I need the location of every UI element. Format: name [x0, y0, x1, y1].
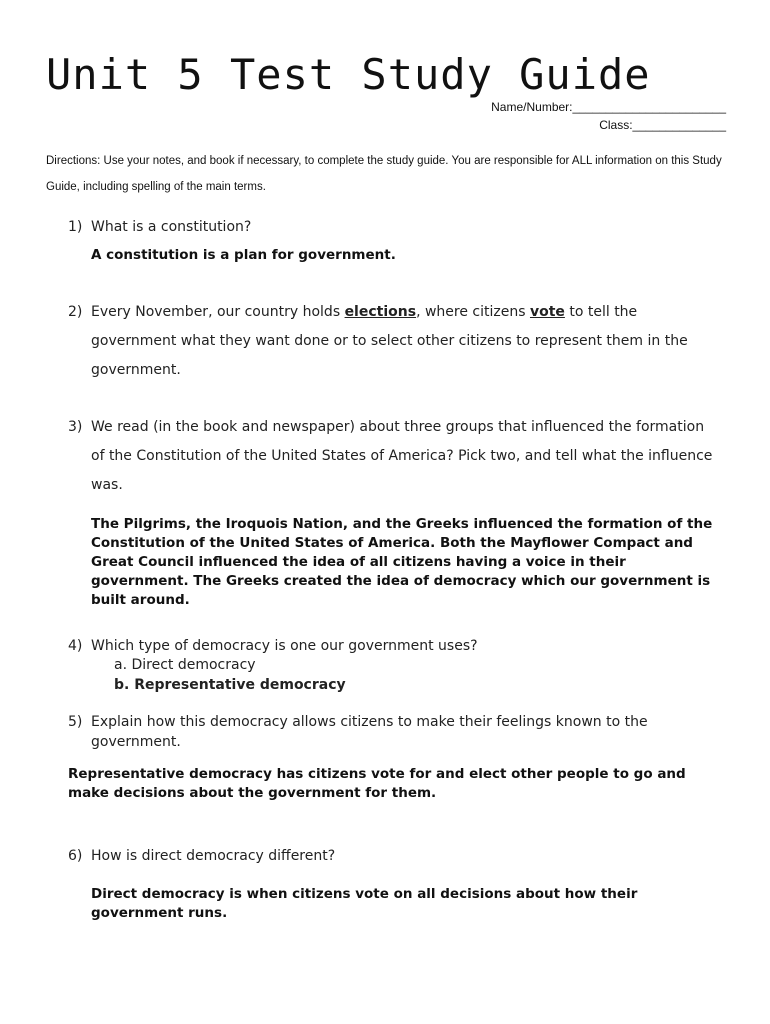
option-b — [114, 675, 346, 695]
question-number: 4) — [68, 638, 83, 654]
question-text-part: Every November, our country holds — [91, 304, 345, 320]
option-a — [114, 655, 256, 675]
question-text — [91, 298, 716, 385]
directions-text: Directions: Use your notes, and book if necessary, to complete the study guide. You are responsible for ALL information on this Study Guide, including spelling of the main terms. — [46, 155, 722, 193]
option-text: Direct democracy — [131, 657, 256, 673]
question-text: Explain how this democracy allows citizens to make their feelings known to the government. — [91, 714, 648, 750]
answer-text: Representative democracy has citizens vote for and elect other people to go and make decisions about the government for them. — [68, 766, 686, 801]
question-text: Which type of democracy is one our government uses? — [91, 638, 478, 654]
option-text: Representative democracy — [134, 677, 346, 693]
question-number: 5) — [68, 714, 83, 730]
class-field[interactable]: Class:______________ — [599, 118, 726, 132]
question-text: How is direct democracy different? — [91, 848, 336, 864]
question-number: 1) — [68, 219, 83, 235]
question-number: 6) — [68, 848, 83, 864]
page-title: Unit 5 Test Study Guide — [46, 50, 651, 99]
question-text-part: to tell the government what they want done or to select other citizens to represent them in the government. — [91, 304, 688, 378]
option-letter: b. — [114, 677, 130, 693]
answer-blank-elections: elections — [344, 304, 417, 320]
answer-text: A constitution is a plan for government. — [91, 247, 396, 263]
question-text-part: , where citizens — [416, 304, 530, 320]
question-number: 3) — [68, 419, 83, 435]
answer-blank-vote: vote — [529, 304, 565, 320]
option-letter: a. — [114, 657, 128, 673]
question-text: What is a constitution? — [91, 219, 252, 235]
question-number: 2) — [68, 304, 83, 320]
answer-text: Direct democracy is when citizens vote on all decisions about how their government runs. — [91, 886, 638, 921]
name-number-field[interactable]: Name/Number:_______________________ — [491, 100, 726, 114]
answer-text: The Pilgrims, the Iroquois Nation, and the Greeks influenced the formation of the Constitution of the United States of America. Both the Mayflower Compact and Great Council influenced the idea of all citizens having a voice in their government. The Greeks created the idea of democracy which our government is built around. — [91, 516, 713, 608]
question-text: We read (in the book and newspaper) about three groups that influenced the formation of the Constitution of the United States of America? Pick two, and tell what the influence was. — [91, 419, 713, 493]
